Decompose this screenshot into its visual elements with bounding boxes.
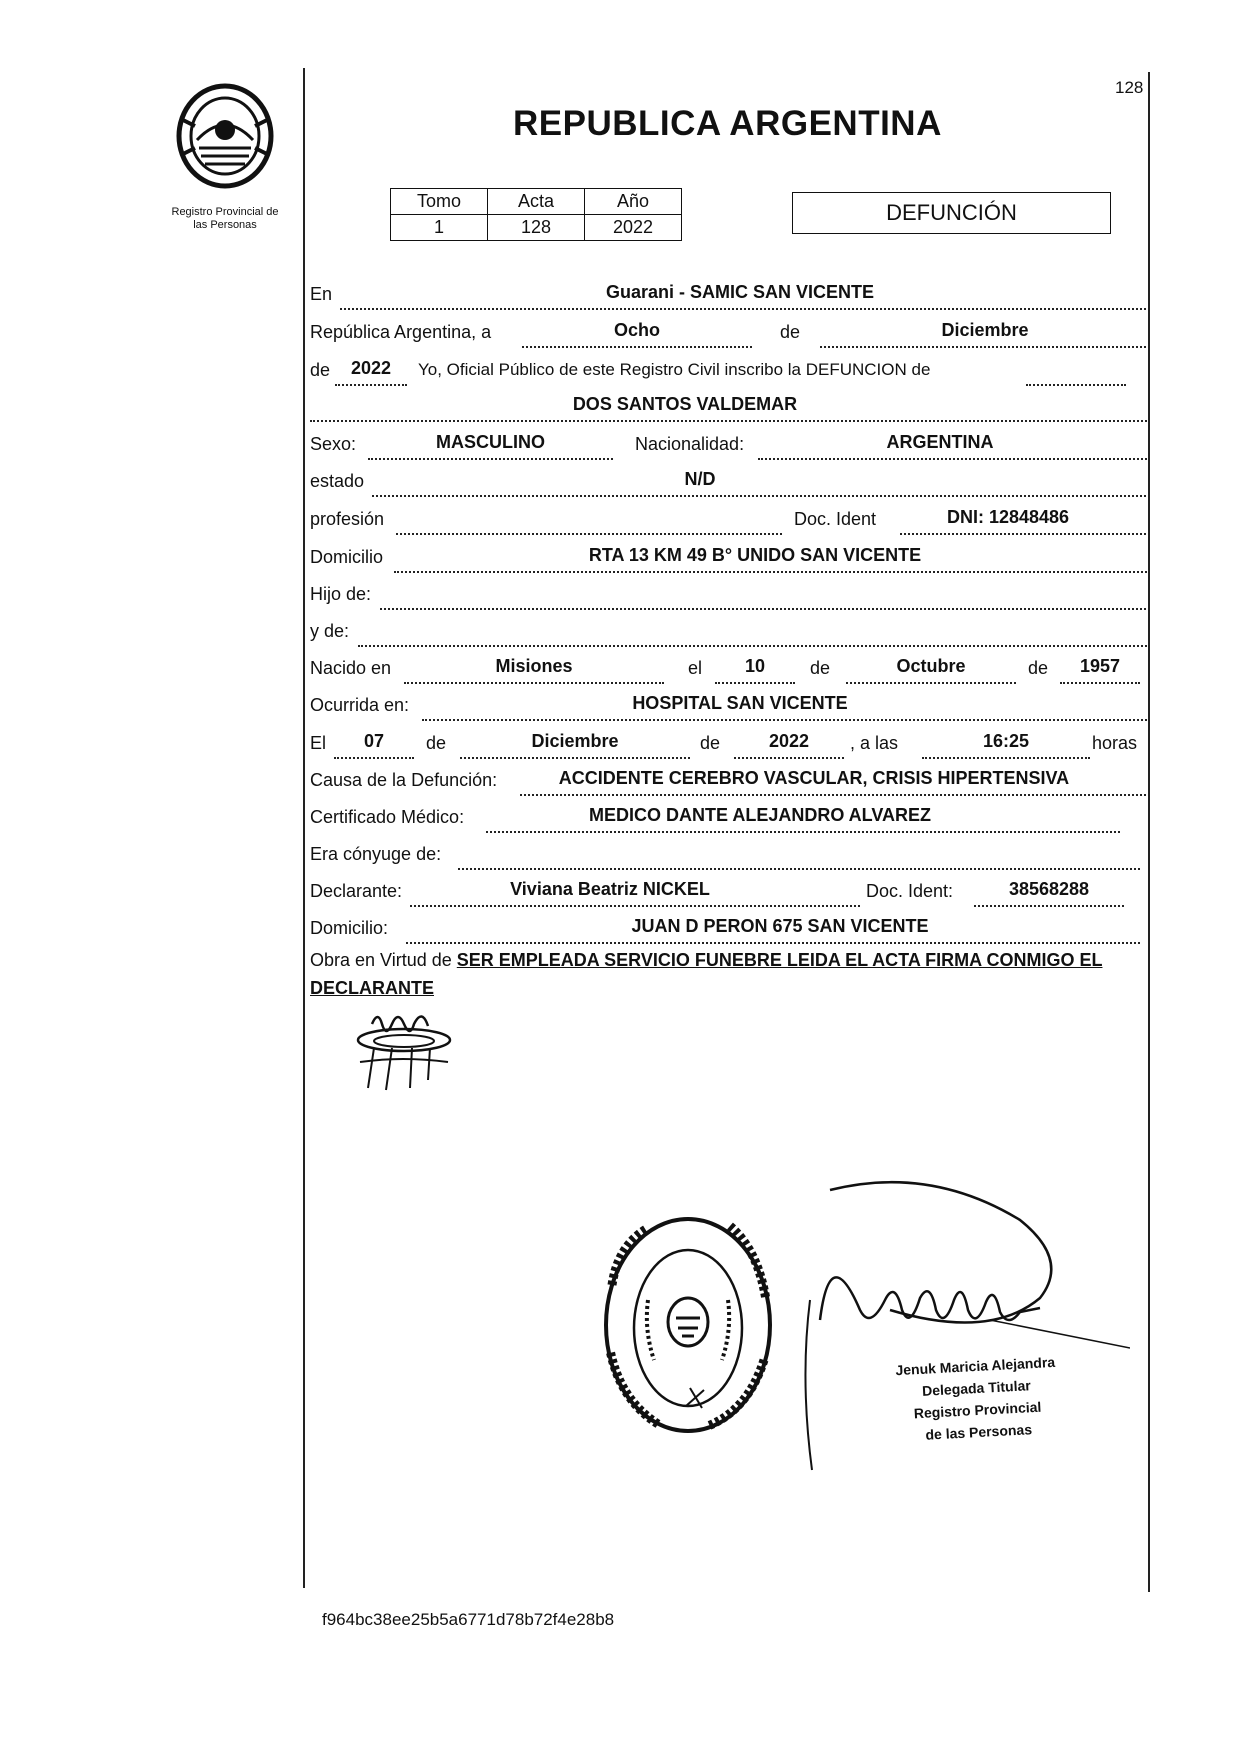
en-fill (340, 308, 1150, 310)
en-label: En (310, 284, 333, 304)
nombre-fill (310, 420, 1150, 422)
anio-header: Año (585, 189, 682, 215)
domicilio2-label: Domicilio: (310, 918, 389, 938)
nacionalidad-fill (758, 458, 1150, 460)
conyuge-fill (458, 868, 1140, 870)
domicilio-fill (394, 571, 1150, 573)
ocurrida-fill (422, 719, 1150, 721)
tomo-header: Tomo (391, 189, 488, 215)
declarante-doc-value: 38568288 (1008, 879, 1090, 899)
fecha-month-fill (820, 346, 1150, 348)
nombre-value: DOS SANTOS VALDEMAR (572, 394, 798, 414)
page-title: REPUBLICA ARGENTINA (513, 104, 942, 143)
nacido-day-value: 10 (744, 656, 766, 676)
doc-ident-fill (900, 533, 1150, 535)
row-domicilio-declarante (310, 914, 1150, 944)
registry-seal-icon (598, 1210, 778, 1440)
sexo-label: Sexo: (310, 434, 357, 454)
page-number: 128 (1115, 78, 1144, 97)
fecha-de-label: de (780, 322, 801, 342)
row-nombre (310, 392, 1150, 422)
profesion-fill (396, 533, 782, 535)
row-certificado (310, 803, 1150, 833)
fecha-day-fill (522, 346, 752, 348)
el-day-fill (334, 757, 414, 759)
row-domicilio (310, 543, 1150, 573)
acta-value: 128 (488, 215, 585, 241)
el-year-value: 2022 (768, 731, 810, 751)
record-type-box: DEFUNCIÓN (792, 192, 1111, 234)
el-hora-label: , a las (850, 733, 899, 753)
hijo-de-label: Hijo de: (310, 584, 372, 604)
official-office1-text: Registro Provincial (913, 1398, 1042, 1422)
tomo-value: 1 (391, 215, 488, 241)
official-office2-text: de las Personas (925, 1421, 1033, 1443)
official-name-text: Jenuk Maricia Alejandra (895, 1353, 1056, 1379)
el-time-fill (922, 757, 1090, 759)
certificado-value: MEDICO DANTE ALEJANDRO ALVAREZ (589, 805, 931, 825)
certificado-fill (486, 831, 1120, 833)
record-table-header-row (391, 189, 682, 215)
nacido-place-value: Misiones (495, 656, 573, 676)
declarante-doc-label: Doc. Ident: (866, 881, 954, 901)
record-table-value-row (391, 215, 682, 241)
official-stamp (860, 1349, 1094, 1449)
nacido-de-label: de (810, 658, 831, 678)
nacido-label: Nacido en (310, 658, 392, 678)
row-fecha-defuncion (310, 729, 1150, 759)
obra-label: Obra en Virtud de (310, 950, 452, 970)
y-de-fill (358, 645, 1150, 647)
declarante-label: Declarante: (310, 881, 403, 901)
en-value: Guarani - SAMIC SAN VICENTE (605, 282, 875, 302)
nacido-year-value: 1957 (1079, 656, 1121, 676)
declarant-signature-icon (352, 1008, 462, 1093)
doc-ident-value: DNI: 12848486 (946, 507, 1070, 527)
nacido-day-fill (715, 682, 795, 684)
row-sexo (310, 430, 1150, 460)
record-table (390, 188, 682, 241)
hijo-de-fill (380, 608, 1150, 610)
registry-logo (140, 80, 310, 232)
declarante-doc-fill (974, 905, 1124, 907)
domicilio2-value: JUAN D PERON 675 SAN VICENTE (631, 916, 929, 936)
y-de-label: y de: (310, 621, 350, 641)
row-en (310, 280, 1150, 310)
declarante-fill (410, 905, 860, 907)
provincial-emblem-icon (169, 80, 281, 192)
el-label: El (310, 733, 327, 753)
nacionalidad-value: ARGENTINA (886, 432, 994, 452)
ocurrida-value: HOSPITAL SAN VICENTE (632, 693, 848, 713)
doc-ident-label: Doc. Ident (794, 509, 877, 529)
nacido-place-fill (404, 682, 664, 684)
year-de-label: de (310, 360, 331, 380)
row-profesion (310, 505, 1150, 535)
row-hijo-de (310, 580, 1150, 610)
row-obra (310, 946, 1155, 1002)
nacido-year-fill (1060, 682, 1140, 684)
acta-header: Acta (488, 189, 585, 215)
el-year-fill (734, 757, 844, 759)
row-year (310, 356, 1150, 386)
certificado-label: Certificado Médico: (310, 807, 465, 827)
inscription-fill (1026, 384, 1126, 386)
causa-value: ACCIDENTE CEREBRO VASCULAR, CRISIS HIPERTENSIVA (558, 768, 1070, 788)
causa-fill (520, 794, 1150, 796)
row-declarante (310, 877, 1150, 907)
official-role-text: Delegada Titular (921, 1377, 1032, 1399)
row-ocurrida (310, 691, 1150, 721)
nacido-month-value: Octubre (896, 656, 966, 676)
domicilio2-fill (406, 942, 1140, 944)
sexo-value: MASCULINO (436, 432, 545, 452)
conyuge-label: Era cónyuge de: (310, 844, 442, 864)
el-time-value: 16:25 (982, 731, 1030, 751)
nacido-de2-label: de (1028, 658, 1049, 678)
year-value: 2022 (350, 358, 392, 378)
left-margin-line (303, 68, 305, 1588)
inscription-text: Yo, Oficial Público de este Registro Civil inscribo la DEFUNCION de (418, 360, 931, 379)
row-conyuge (310, 840, 1150, 870)
estado-fill (372, 495, 1150, 497)
fecha-label: República Argentina, a (310, 322, 492, 342)
document-hash: f964bc38ee25b5a6771d78b72f4e28b8 (322, 1610, 615, 1629)
estado-value: N/D (684, 469, 716, 489)
el-month-fill (460, 757, 690, 759)
year-fill (335, 384, 407, 386)
causa-label: Causa de la Defunción: (310, 770, 498, 790)
row-fecha (310, 318, 1150, 348)
profesion-label: profesión (310, 509, 385, 529)
estado-label: estado (310, 471, 365, 491)
el-de2-label: de (700, 733, 721, 753)
el-day-value: 07 (363, 731, 385, 751)
el-de-label: de (426, 733, 447, 753)
el-horas-label: horas (1092, 733, 1138, 753)
row-y-de (310, 617, 1150, 647)
row-nacido (310, 654, 1150, 684)
row-estado (310, 467, 1150, 497)
obra-value: SER EMPLEADA SERVICIO FUNEBRE LEIDA EL ACTA FIRMA CONMIGO EL DECLARANTE (310, 950, 1103, 998)
fecha-month-value: Diciembre (941, 320, 1029, 340)
el-month-value: Diciembre (531, 731, 619, 751)
sexo-fill (368, 458, 613, 460)
declarante-value: Viviana Beatriz NICKEL (510, 879, 710, 899)
ocurrida-label: Ocurrida en: (310, 695, 410, 715)
fecha-day-value: Ocho (613, 320, 660, 340)
logo-caption: Registro Provincial de las Personas (171, 206, 279, 231)
nacido-month-fill (846, 682, 1016, 684)
domicilio-label: Domicilio (310, 547, 384, 567)
nacionalidad-label: Nacionalidad: (635, 434, 745, 454)
anio-value: 2022 (585, 215, 682, 241)
domicilio-value: RTA 13 KM 49 B° UNIDO SAN VICENTE (588, 545, 922, 565)
row-causa (310, 766, 1150, 796)
nacido-el-label: el (688, 658, 703, 678)
